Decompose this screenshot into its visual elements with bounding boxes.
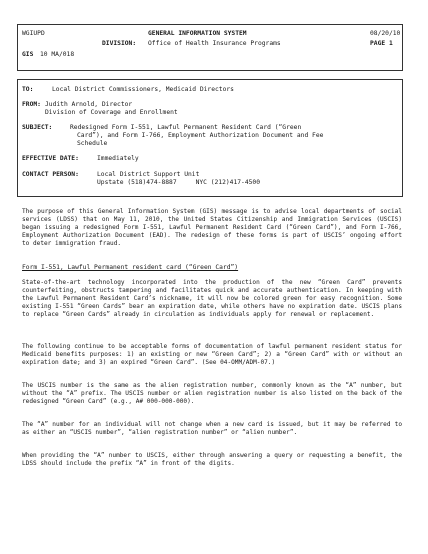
paragraph-purpose: The purpose of this General Information System (GIS) message is to advise local departments of social services (LDSS) that on May 11, 2010, the United States Citizenship and Immigration Services (USCIS) began issuing a redesigned Form I-551, Lawful Permanent Resident Card (“Green Card”), and Form I-766, Employment Authorization Document (EAD). The redesign of these forms is part of USCIS’ ongoing effort to deter immigration fraud. [22,208,402,247]
contact-label: CONTACT PERSON: [22,171,79,178]
subject-line-2: Card”), and Form I-766, Employment Authorization Document and Fee [77,132,324,139]
gis-number: 10 MA/018 [40,51,75,58]
from-name: Judith Arnold, Director [45,101,133,108]
paragraph-green-card-technology: State-of-the-art technology incorporated into the production of the new “Green Card” prevents counterfeiting, obstructs tampering and facilitates quick and accurate authentication. In keeping with the Lawful Permanent Resident Card’s nickname, it will now be colored green for easy recognition. Some existing I-551 “Green Cards” bear an expiration date, while others have no expiration date. USCIS plans to replace “Green Cards” already in circulation as individuals apply for renewal or replacement. [22,279,402,318]
contact-unit: Local District Support Unit [97,171,200,178]
from-label: FROM: [22,101,41,108]
division-label: DIVISION: [102,40,137,47]
header-date: 08/20/10 [370,30,401,37]
page-number: PAGE 1 [370,40,393,47]
header-title: GENERAL INFORMATION SYSTEM [148,30,247,37]
to-value: Local District Commissioners, Medicaid Directors [52,86,234,93]
subject-line-1: Redesigned Form I-551, Lawful Permanent Resident Card (“Green [70,124,302,131]
section-heading: Form I-551, Lawful Permanent resident card (“Green Card”) [22,264,239,271]
paragraph-uscis-number: The USCIS number is the same as the alien registration number, commonly known as the “A” number, but without the “A” prefix. The USCIS number or alien registration number is also listed on the back of the redesigned “Green Card” (e.g., A# 000-000-000). [22,382,402,405]
to-label: TO: [22,86,34,93]
division-value: Office of Health Insurance Programs [148,40,281,47]
paragraph-acceptable-documents: The following continue to be acceptable forms of documentation of lawful permanent resident status for Medicaid benefits purposes: 1) an existing or new “Green Card”; 2) a “Green Card” with or without an expiration date; and 3) an expired “Green Card”. (See 04-OMM/ADM-07.) [22,343,402,366]
subject-line-3: Schedule [77,140,108,147]
contact-phones: Upstate (518)474-8887 NYC (212)417-4500 [97,179,261,186]
effective-date-label: EFFECTIVE DATE: [22,155,79,162]
from-division: Division of Coverage and Enrollment [45,109,178,116]
gis-label: GIS [22,51,34,58]
effective-date-value: Immediately [97,155,139,162]
paragraph-a-number: The “A” number for an individual will not change when a new card is issued, but it may be referred to as either an “USCIS number”, “alien registration number” or “alien number”. [22,421,402,436]
subject-label: SUBJECT: [22,124,53,131]
paragraph-a-prefix: When providing the “A” number to USCIS, either through answering a query or requesting a benefit, the LDSS should include the prefix “A” in front of the digits. [22,452,402,467]
system-id: WGIUPD [22,30,45,37]
